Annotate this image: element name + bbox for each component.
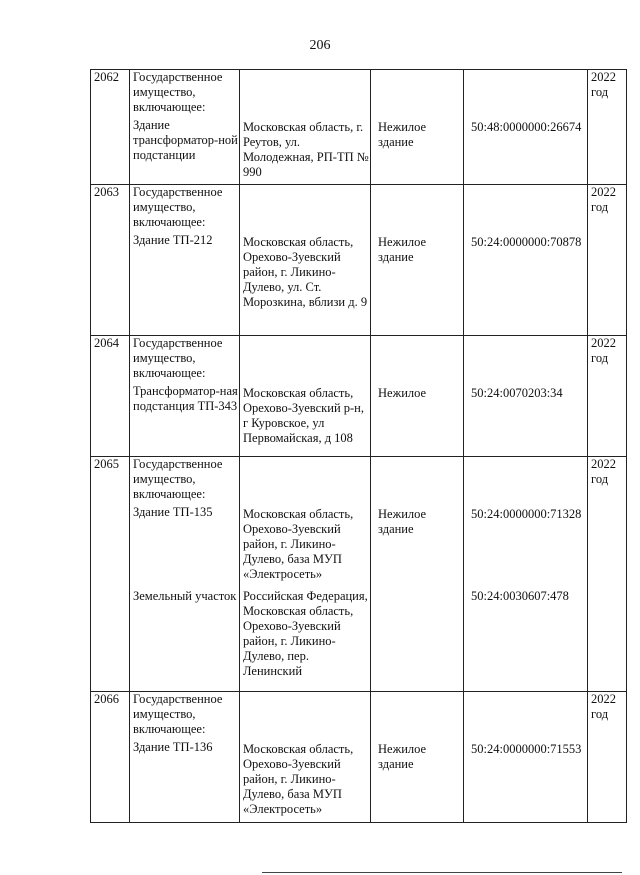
bottom-rule [262, 872, 622, 873]
cadastral-cell [464, 70, 588, 185]
address-cell [240, 457, 371, 692]
object-name: Здание ТП-136 [133, 740, 213, 754]
row-number: 2063 [91, 185, 130, 336]
type-cell [371, 692, 464, 823]
object-type: Нежилое здание [378, 742, 427, 771]
row-header-text: Государственное имущество, включающее: [133, 692, 223, 736]
object-name-cell [130, 185, 240, 336]
object-name-cell [130, 692, 240, 823]
page-number: 206 [309, 38, 331, 53]
row-header-text: Государственное имущество, включающее: [133, 457, 223, 501]
cadastral-number: 50:24:0000000:71553 [471, 742, 582, 756]
object-address: Московская область, г. Реутов, ул. Молодежная, РП-ТП № 990 [243, 120, 369, 179]
table-row [91, 457, 627, 692]
object-type: Нежилое [378, 386, 427, 400]
object-name: Здание ТП-212 [133, 233, 213, 247]
address-cell [240, 336, 371, 457]
year-value: 2022 год [591, 692, 616, 721]
year-cell [588, 457, 627, 692]
object-type: Нежилое здание [378, 235, 427, 264]
row-header-text: Государственное имущество, включающее: [133, 70, 223, 114]
object-address: Московская область, Орехово-Зуевский район, г. Ликино-Дулево, база МУП «Электросеть» [243, 507, 354, 581]
type-cell [371, 185, 464, 336]
cadastral-number: 50:24:0030607:478 [471, 589, 569, 603]
year-value: 2022 год [591, 336, 616, 365]
cadastral-number: 50:24:0070203:34 [471, 386, 563, 400]
address-cell [240, 185, 371, 336]
object-name-cell [130, 70, 240, 185]
object-name: Здание ТП-135 [133, 505, 213, 519]
year-value: 2022 год [591, 70, 616, 99]
object-name: Здание трансформатор-ной подстанции [133, 118, 238, 162]
cadastral-number: 50:24:0000000:70878 [471, 235, 582, 249]
cadastral-cell [464, 185, 588, 336]
row-number: 2062 [91, 70, 130, 185]
year-value: 2022 год [591, 457, 616, 486]
row-header-text: Государственное имущество, включающее: [133, 185, 223, 229]
table-row [91, 185, 627, 336]
year-cell [588, 185, 627, 336]
row-header-text: Государственное имущество, включающее: [133, 336, 223, 380]
year-cell [588, 70, 627, 185]
year-value: 2022 год [591, 185, 616, 214]
table-row [91, 336, 627, 457]
table-row [91, 692, 627, 823]
year-cell [588, 336, 627, 457]
row-number: 2066 [91, 692, 130, 823]
object-name-cell [130, 336, 240, 457]
type-cell [371, 457, 464, 692]
cadastral-number: 50:24:0000000:71328 [471, 507, 582, 521]
type-cell [371, 70, 464, 185]
row-number: 2065 [91, 457, 130, 692]
year-cell [588, 692, 627, 823]
object-address: Московская область, Орехово-Зуевский район, г. Ликино-Дулево, ул. Ст. Морозкина, вблизи д. 9 [243, 235, 368, 309]
type-cell [371, 336, 464, 457]
object-name-cell [130, 457, 240, 692]
object-type: Нежилое здание [378, 120, 427, 149]
cadastral-cell [464, 692, 588, 823]
address-cell [240, 692, 371, 823]
object-type: Нежилое здание [378, 507, 427, 536]
object-address: Московская область, Орехово-Зуевский р-н, г Куровское, ул Первомайская, д 108 [243, 386, 364, 445]
object-name: Трансформатор-ная подстанция ТП-343 [133, 384, 238, 413]
object-name: Земельный участок [133, 589, 237, 603]
cadastral-number: 50:48:0000000:26674 [471, 120, 582, 134]
row-number: 2064 [91, 336, 130, 457]
object-address: Московская область, Орехово-Зуевский район, г. Ликино-Дулево, база МУП «Электросеть» [243, 742, 354, 816]
address-cell [240, 70, 371, 185]
cadastral-cell [464, 336, 588, 457]
property-registry-table [90, 69, 627, 823]
cadastral-cell [464, 457, 588, 692]
object-address: Российская Федерация, Московская область, Орехово-Зуевский район, г. Ликино-Дулево, пер. Ленинский [243, 589, 368, 678]
table-row [91, 70, 627, 185]
